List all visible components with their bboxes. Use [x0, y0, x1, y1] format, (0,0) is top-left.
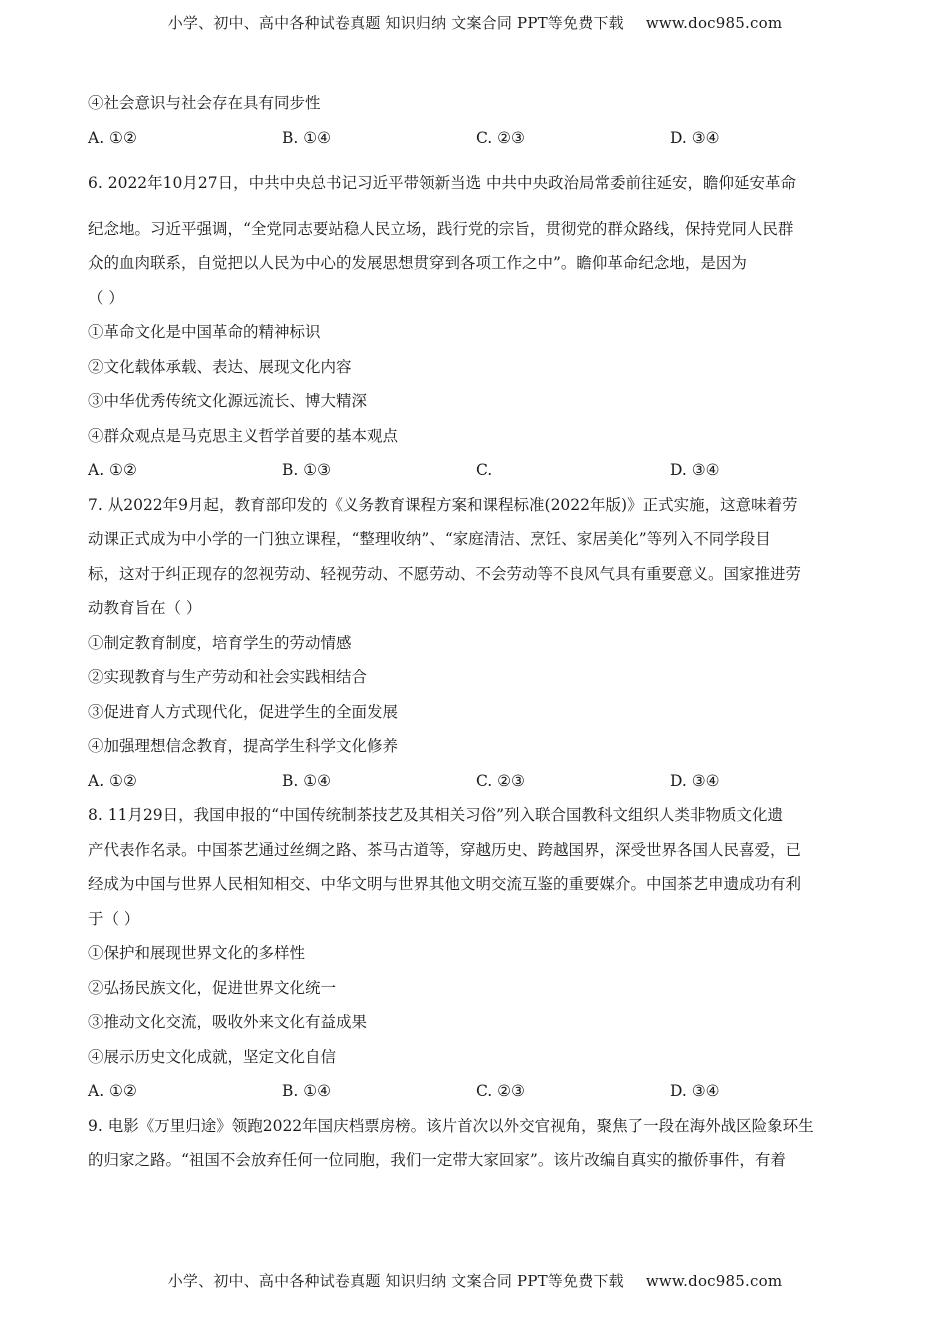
option-a: A. ①② [88, 1082, 137, 1100]
q8-line-2: 产代表作名录。中国茶艺通过丝绸之路、茶马古道等，穿越历史、跨越国界，深受世界各国人民喜爱，已 [88, 840, 802, 859]
q6-item-3: ③中华优秀传统文化源远流长、博大精深 [88, 392, 368, 410]
option-c: C. ②③ [476, 771, 525, 790]
option-c: C. ②③ [476, 1082, 525, 1100]
option-d: D. ③④ [670, 461, 720, 479]
q9-line-2: 的归家之路。“祖国不会放弃任何一位同胞，我们一定带大家回家”。该片改编自真实的撤侨事件，有着 [88, 1151, 786, 1169]
q7-item-4: ④加强理想信念教育，提高学生科学文化修养 [88, 737, 399, 755]
q7-item-2: ②实现教育与生产劳动和社会实践相结合 [88, 668, 368, 686]
q6-item-4: ④群众观点是马克思主义哲学首要的基本观点 [88, 426, 399, 445]
option-b: B. ①④ [282, 128, 332, 147]
q7-line-3: 标，这对于纠正现存的忽视劳动、轻视劳动、不愿劳动、不会劳动等不良风气具有重要意义。国家推进劳 [88, 564, 802, 583]
option-a: A. ①② [88, 128, 137, 147]
q8-options [88, 1074, 868, 1109]
q6-options [88, 453, 868, 488]
q6-item-1: ①革命文化是中国革命的精神标识 [88, 323, 321, 341]
option-b: B. ①④ [282, 771, 332, 790]
q7-line-1: 7. 从2022年9月起，教育部印发的《义务教育课程方案和课程标准(2022年版)》正式实施，这意味着劳 [88, 495, 798, 514]
q6-line-2: 纪念地。习近平强调，“全党同志要站稳人民立场，践行党的宗旨，贯彻党的群众路线，保持党同人民群 [88, 219, 794, 238]
q7-options [88, 764, 868, 799]
q6-line-3: 众的血肉联系，自觉把以人民为中心的发展思想贯穿到各项工作之中”。瞻仰革命纪念地，是因为 [88, 254, 747, 272]
q9-line-1: 9. 电影《万里归途》领跑2022年国庆档票房榜。该片首次以外交官视角，聚焦了一段在海外战区险象环生 [88, 1116, 814, 1135]
header-text: 小学、初中、高中各种试卷真题 知识归纳 文案合同 PPT等免费下载 [167, 14, 624, 32]
option-a: A. ①② [88, 771, 137, 790]
q6-line-4: （ ） [88, 288, 124, 307]
option-d: D. ③④ [670, 128, 720, 147]
q8-item-1: ①保护和展现世界文化的多样性 [88, 944, 306, 962]
q8-item-3: ③推动文化交流，吸收外来文化有益成果 [88, 1013, 368, 1031]
option-c: C. [476, 461, 493, 479]
q7-item-3: ③促进育人方式现代化，促进学生的全面发展 [88, 702, 399, 721]
option-b: B. ①③ [282, 461, 332, 479]
q8-item-4: ④展示历史文化成就，坚定文化自信 [88, 1047, 337, 1066]
q8-line-1: 8. 11月29日，我国申报的“中国传统制茶技艺及其相关习俗”列入联合国教科文组织人类非物质文化遗 [88, 806, 784, 824]
q5-item-4: ④社会意识与社会存在具有同步性 [88, 94, 321, 112]
page-header [0, 12, 950, 33]
option-d: D. ③④ [670, 1082, 720, 1100]
page-footer [0, 1270, 950, 1291]
header-url[interactable]: www.doc985.com [645, 14, 783, 32]
option-b: B. ①④ [282, 1082, 332, 1100]
q5-options [88, 121, 868, 156]
footer-text: 小学、初中、高中各种试卷真题 知识归纳 文案合同 PPT等免费下载 [167, 1272, 624, 1290]
q7-line-2: 动课正式成为中小学的一门独立课程，“整理收纳”、“家庭清洁、烹饪、家居美化”等列入不同学段目 [88, 530, 771, 548]
exam-content [88, 86, 868, 1178]
q7-item-1: ①制定教育制度，培育学生的劳动情感 [88, 633, 352, 652]
option-d: D. ③④ [670, 771, 720, 790]
q6-line-1: 6. 2022年10月27日，中共中央总书记习近平带领新当选 中共中央政治局常委前往延安，瞻仰延安革命 [88, 174, 797, 192]
q8-line-4: 于（ ） [88, 909, 140, 928]
option-c: C. ②③ [476, 128, 525, 147]
q8-line-3: 经成为中国与世界人民相知相交、中华文明与世界其他文明交流互鉴的重要媒介。中国茶艺申遗成功有利 [88, 875, 802, 893]
option-a: A. ①② [88, 461, 137, 479]
q7-line-4: 动教育旨在（ ） [88, 599, 202, 617]
q8-item-2: ②弘扬民族文化，促进世界文化统一 [88, 978, 337, 997]
footer-url[interactable]: www.doc985.com [645, 1272, 783, 1290]
q6-item-2: ②文化载体承载、表达、展现文化内容 [88, 357, 352, 376]
